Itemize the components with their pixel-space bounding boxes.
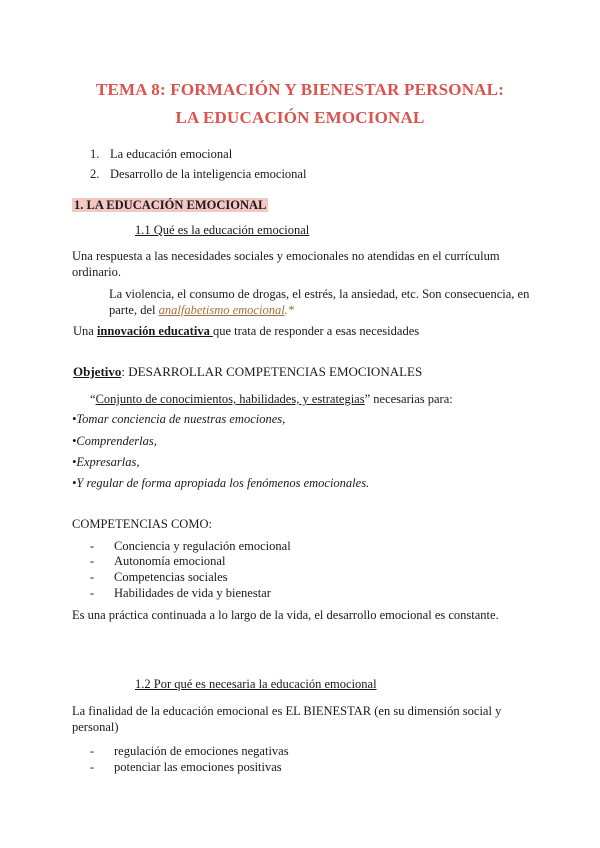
competencia-item	[90, 569, 228, 585]
competencia-item	[90, 553, 225, 569]
toc-num: 1.	[90, 147, 100, 161]
toc-text: Desarrollo de la inteligencia emocional	[110, 167, 307, 181]
text: Una	[73, 324, 97, 338]
analfabetismo-link[interactable]: analfabetismo emocional	[158, 303, 285, 317]
competencia-text: Conciencia y regulación emocional	[114, 539, 291, 553]
conjunto-line	[90, 391, 453, 407]
competencia-item	[90, 538, 291, 554]
objetivo-line	[73, 364, 422, 380]
competencia-text: Autonomía emocional	[114, 554, 226, 568]
objetivo-text: : DESARROLLAR COMPETENCIAS EMOCIONALES	[121, 364, 423, 379]
paragraph-violencia-line2	[109, 302, 294, 318]
finalidad-text: regulación de emociones negativas	[114, 744, 289, 758]
conjunto-close: ” necesarias para:	[364, 392, 453, 406]
toc-num: 2.	[90, 167, 100, 181]
conjunto-underlined: Conjunto de conocimientos, habilidades, y estrategias	[95, 392, 365, 406]
subheading-1-2: 1.2 Por qué es necesaria la educación emocional	[135, 677, 377, 691]
dash: -	[90, 539, 95, 553]
bullet-item: •Comprenderlas,	[72, 434, 157, 448]
toc-item-2	[90, 166, 306, 182]
finalidad-item	[90, 743, 289, 759]
dash: -	[90, 570, 95, 584]
dash: -	[90, 554, 95, 568]
section-heading-text: 1. LA EDUCACIÓN EMOCIONAL	[74, 198, 267, 212]
bullet-item: •Tomar conciencia de nuestras emociones,	[72, 412, 286, 426]
competencia-item	[90, 585, 271, 601]
competencia-text: Habilidades de vida y bienestar	[114, 586, 271, 600]
competencias-heading: COMPETENCIAS COMO:	[72, 517, 212, 531]
finalidad-text: potenciar las emociones positivas	[114, 760, 282, 774]
closing-paragraph: Es una práctica continuada a lo largo de la vida, el desarrollo emocional es constante.	[72, 608, 499, 622]
title-line-2: LA EDUCACIÓN EMOCIONAL	[175, 108, 425, 127]
toc-item-1	[90, 146, 232, 162]
dash: -	[90, 586, 95, 600]
finalidad-item	[90, 759, 282, 775]
paragraph-innovacion	[73, 323, 419, 339]
asterisk: .*	[284, 303, 295, 317]
dash: -	[90, 760, 95, 774]
text: que trata de responder a esas necesidades	[212, 324, 420, 338]
paragraph-finalidad: La finalidad de la educación emocional es EL BIENESTAR (en su dimensión social y personal)	[72, 704, 502, 734]
text: parte, del	[109, 303, 159, 317]
objetivo-label: Objetivo	[73, 364, 122, 379]
paragraph-violencia-line1: La violencia, el consumo de drogas, el estrés, la ansiedad, etc. Son consecuencia, en	[109, 287, 530, 301]
title-line-1: TEMA 8: FORMACIÓN Y BIENESTAR PERSONAL:	[95, 80, 505, 99]
paragraph-respuesta: Una respuesta a las necesidades sociales y emocionales no atendidas en el currículum ordinario.	[72, 249, 500, 279]
section-heading-1	[72, 197, 268, 213]
subheading-1-1: 1.1 Qué es la educación emocional	[135, 223, 310, 237]
toc-text: La educación emocional	[110, 147, 233, 161]
competencia-text: Competencias sociales	[114, 570, 228, 584]
innovacion-bold: innovación educativa	[96, 324, 213, 338]
bullet-item: •Y regular de forma apropiada los fenómenos emocionales.	[72, 476, 370, 490]
dash: -	[90, 744, 95, 758]
bullet-item: •Expresarlas,	[72, 455, 140, 469]
quote-open: “	[90, 392, 96, 406]
